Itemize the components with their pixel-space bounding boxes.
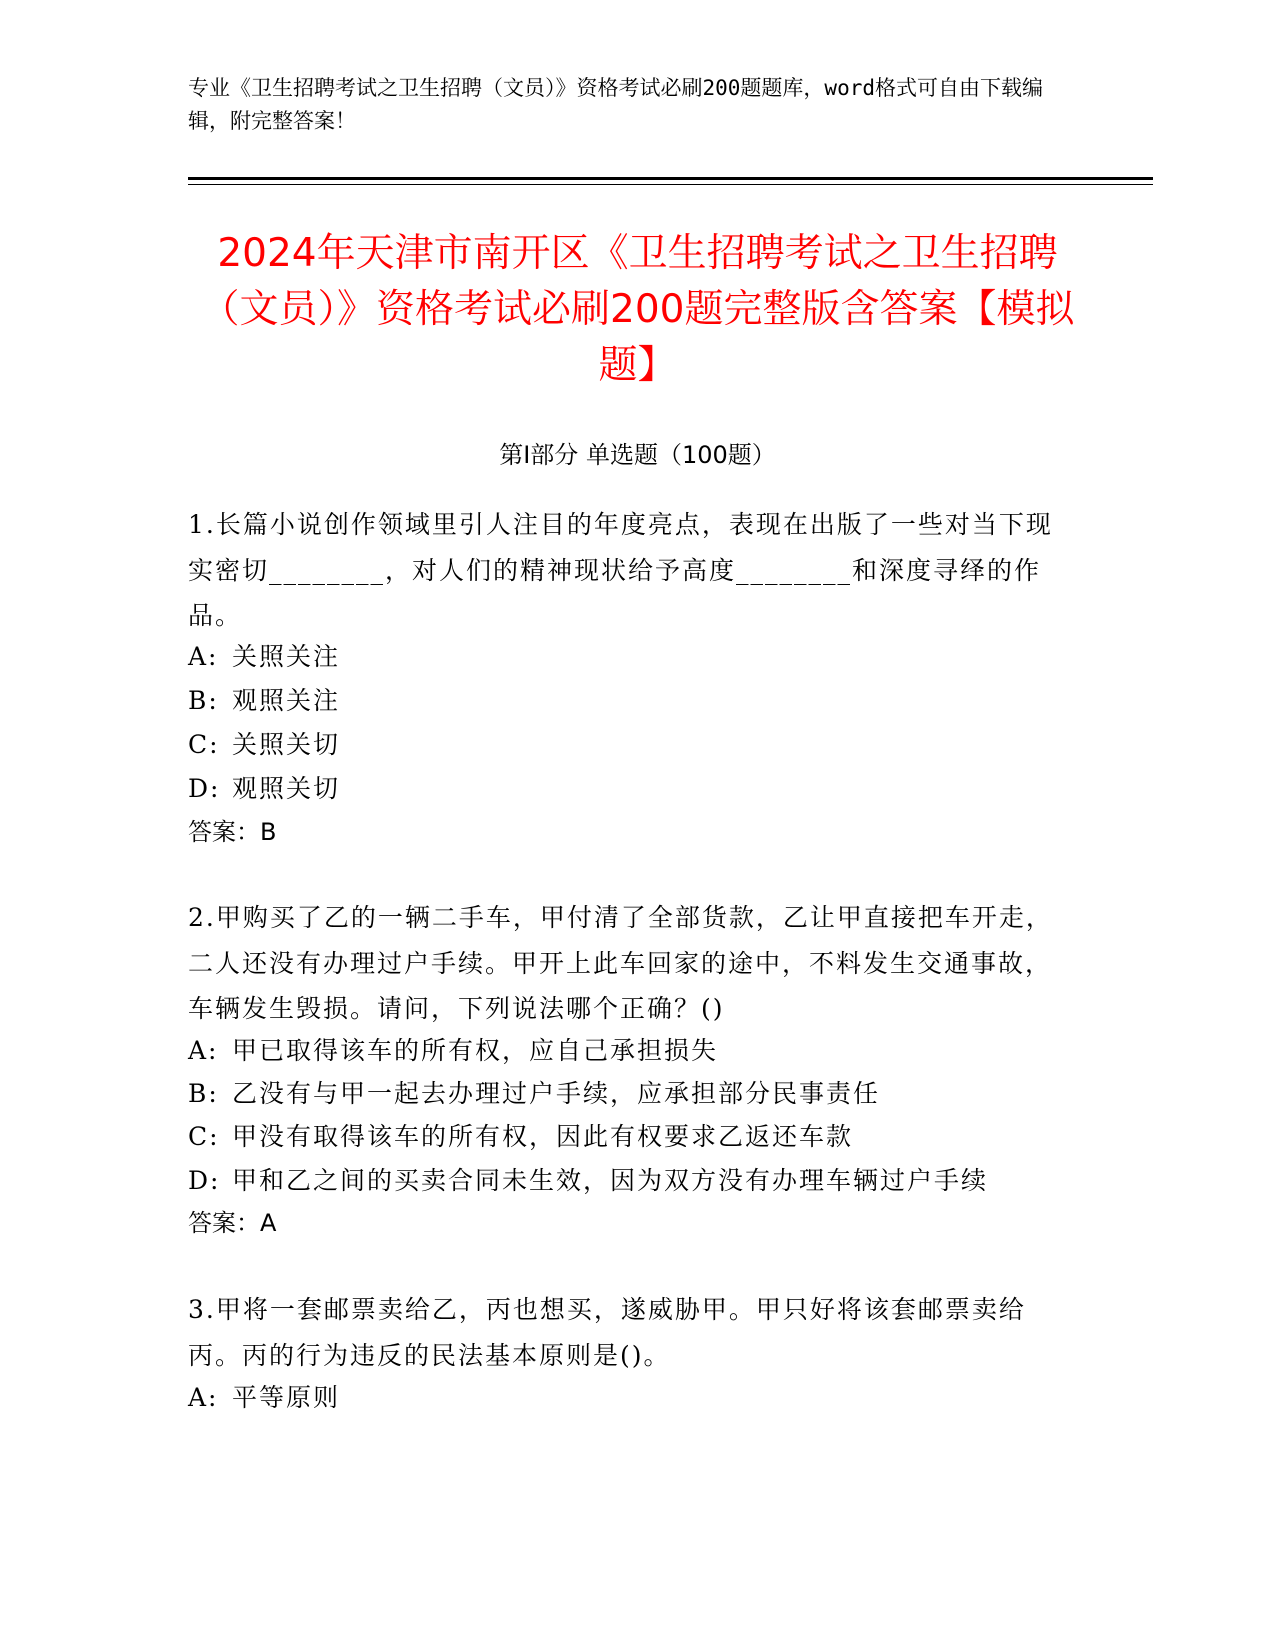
question-2-option-a <box>188 1028 1068 1074</box>
document-title: 2024年天津市南开区《卫生招聘考试之卫生招聘（文员）》资格考试必刷200题完整版含答案【模拟题】 <box>200 231 1075 388</box>
question-2-option-c <box>188 1114 1068 1160</box>
option-letter: C: <box>188 730 220 759</box>
option-letter: B: <box>188 1079 219 1108</box>
question-1-stem: 1.长篇小说创作领域里引人注目的年度亮点，表现在出版了一些对当下现实密切________，对人们的精神现状给予高度________和深度寻绎的作品。 <box>188 510 1053 630</box>
question-1-option-c <box>188 722 1068 768</box>
option-letter: A: <box>188 1036 219 1065</box>
option-text: 关照关切 <box>232 730 341 759</box>
option-letter: D: <box>188 1166 221 1195</box>
option-text: 平等原则 <box>232 1383 341 1412</box>
question-2-option-b <box>188 1071 1068 1117</box>
option-letter: C: <box>188 1122 220 1151</box>
option-text: 甲已取得该车的所有权，应自己承担损失 <box>232 1036 719 1065</box>
header-divider-thin <box>188 184 1153 185</box>
question-3-option-a <box>188 1375 1068 1421</box>
question-2-option-d <box>188 1158 1068 1204</box>
question-2-stem: 2.甲购买了乙的一辆二手车，甲付清了全部货款，乙让甲直接把车开走，二人还没有办理过户手续。甲开上此车回家的途中，不料发生交通事故，车辆发生毁损。请问，下列说法哪个正确？() <box>188 903 1053 1023</box>
option-letter: A: <box>188 642 219 671</box>
option-text: 甲和乙之间的买卖合同未生效，因为双方没有办理车辆过户手续 <box>232 1166 989 1195</box>
option-letter: B: <box>188 686 219 715</box>
option-text: 观照关注 <box>232 686 341 715</box>
option-text: 关照关注 <box>232 642 341 671</box>
section-heading: 第Ⅰ部分 单选题（100题） <box>499 441 776 469</box>
option-letter: A: <box>188 1383 219 1412</box>
question-1-answer: 答案：B <box>188 818 277 846</box>
option-text: 甲没有取得该车的所有权，因此有权要求乙返还车款 <box>232 1122 854 1151</box>
header-note: 专业《卫生招聘考试之卫生招聘（文员）》资格考试必刷200题题库，word格式可自由下载编辑，附完整答案！ <box>188 76 1043 133</box>
header-divider-thick <box>188 177 1153 180</box>
option-text: 乙没有与甲一起去办理过户手续，应承担部分民事责任 <box>232 1079 881 1108</box>
question-2-answer: 答案：A <box>188 1209 277 1237</box>
question-1-option-b <box>188 678 1068 724</box>
question-1-option-a <box>188 634 1068 680</box>
option-text: 观照关切 <box>232 774 341 803</box>
question-1-option-d <box>188 766 1068 812</box>
question-3-stem: 3.甲将一套邮票卖给乙，丙也想买，遂威胁甲。甲只好将该套邮票卖给丙。丙的行为违反的民法基本原则是()。 <box>188 1295 1026 1370</box>
option-letter: D: <box>188 774 221 803</box>
